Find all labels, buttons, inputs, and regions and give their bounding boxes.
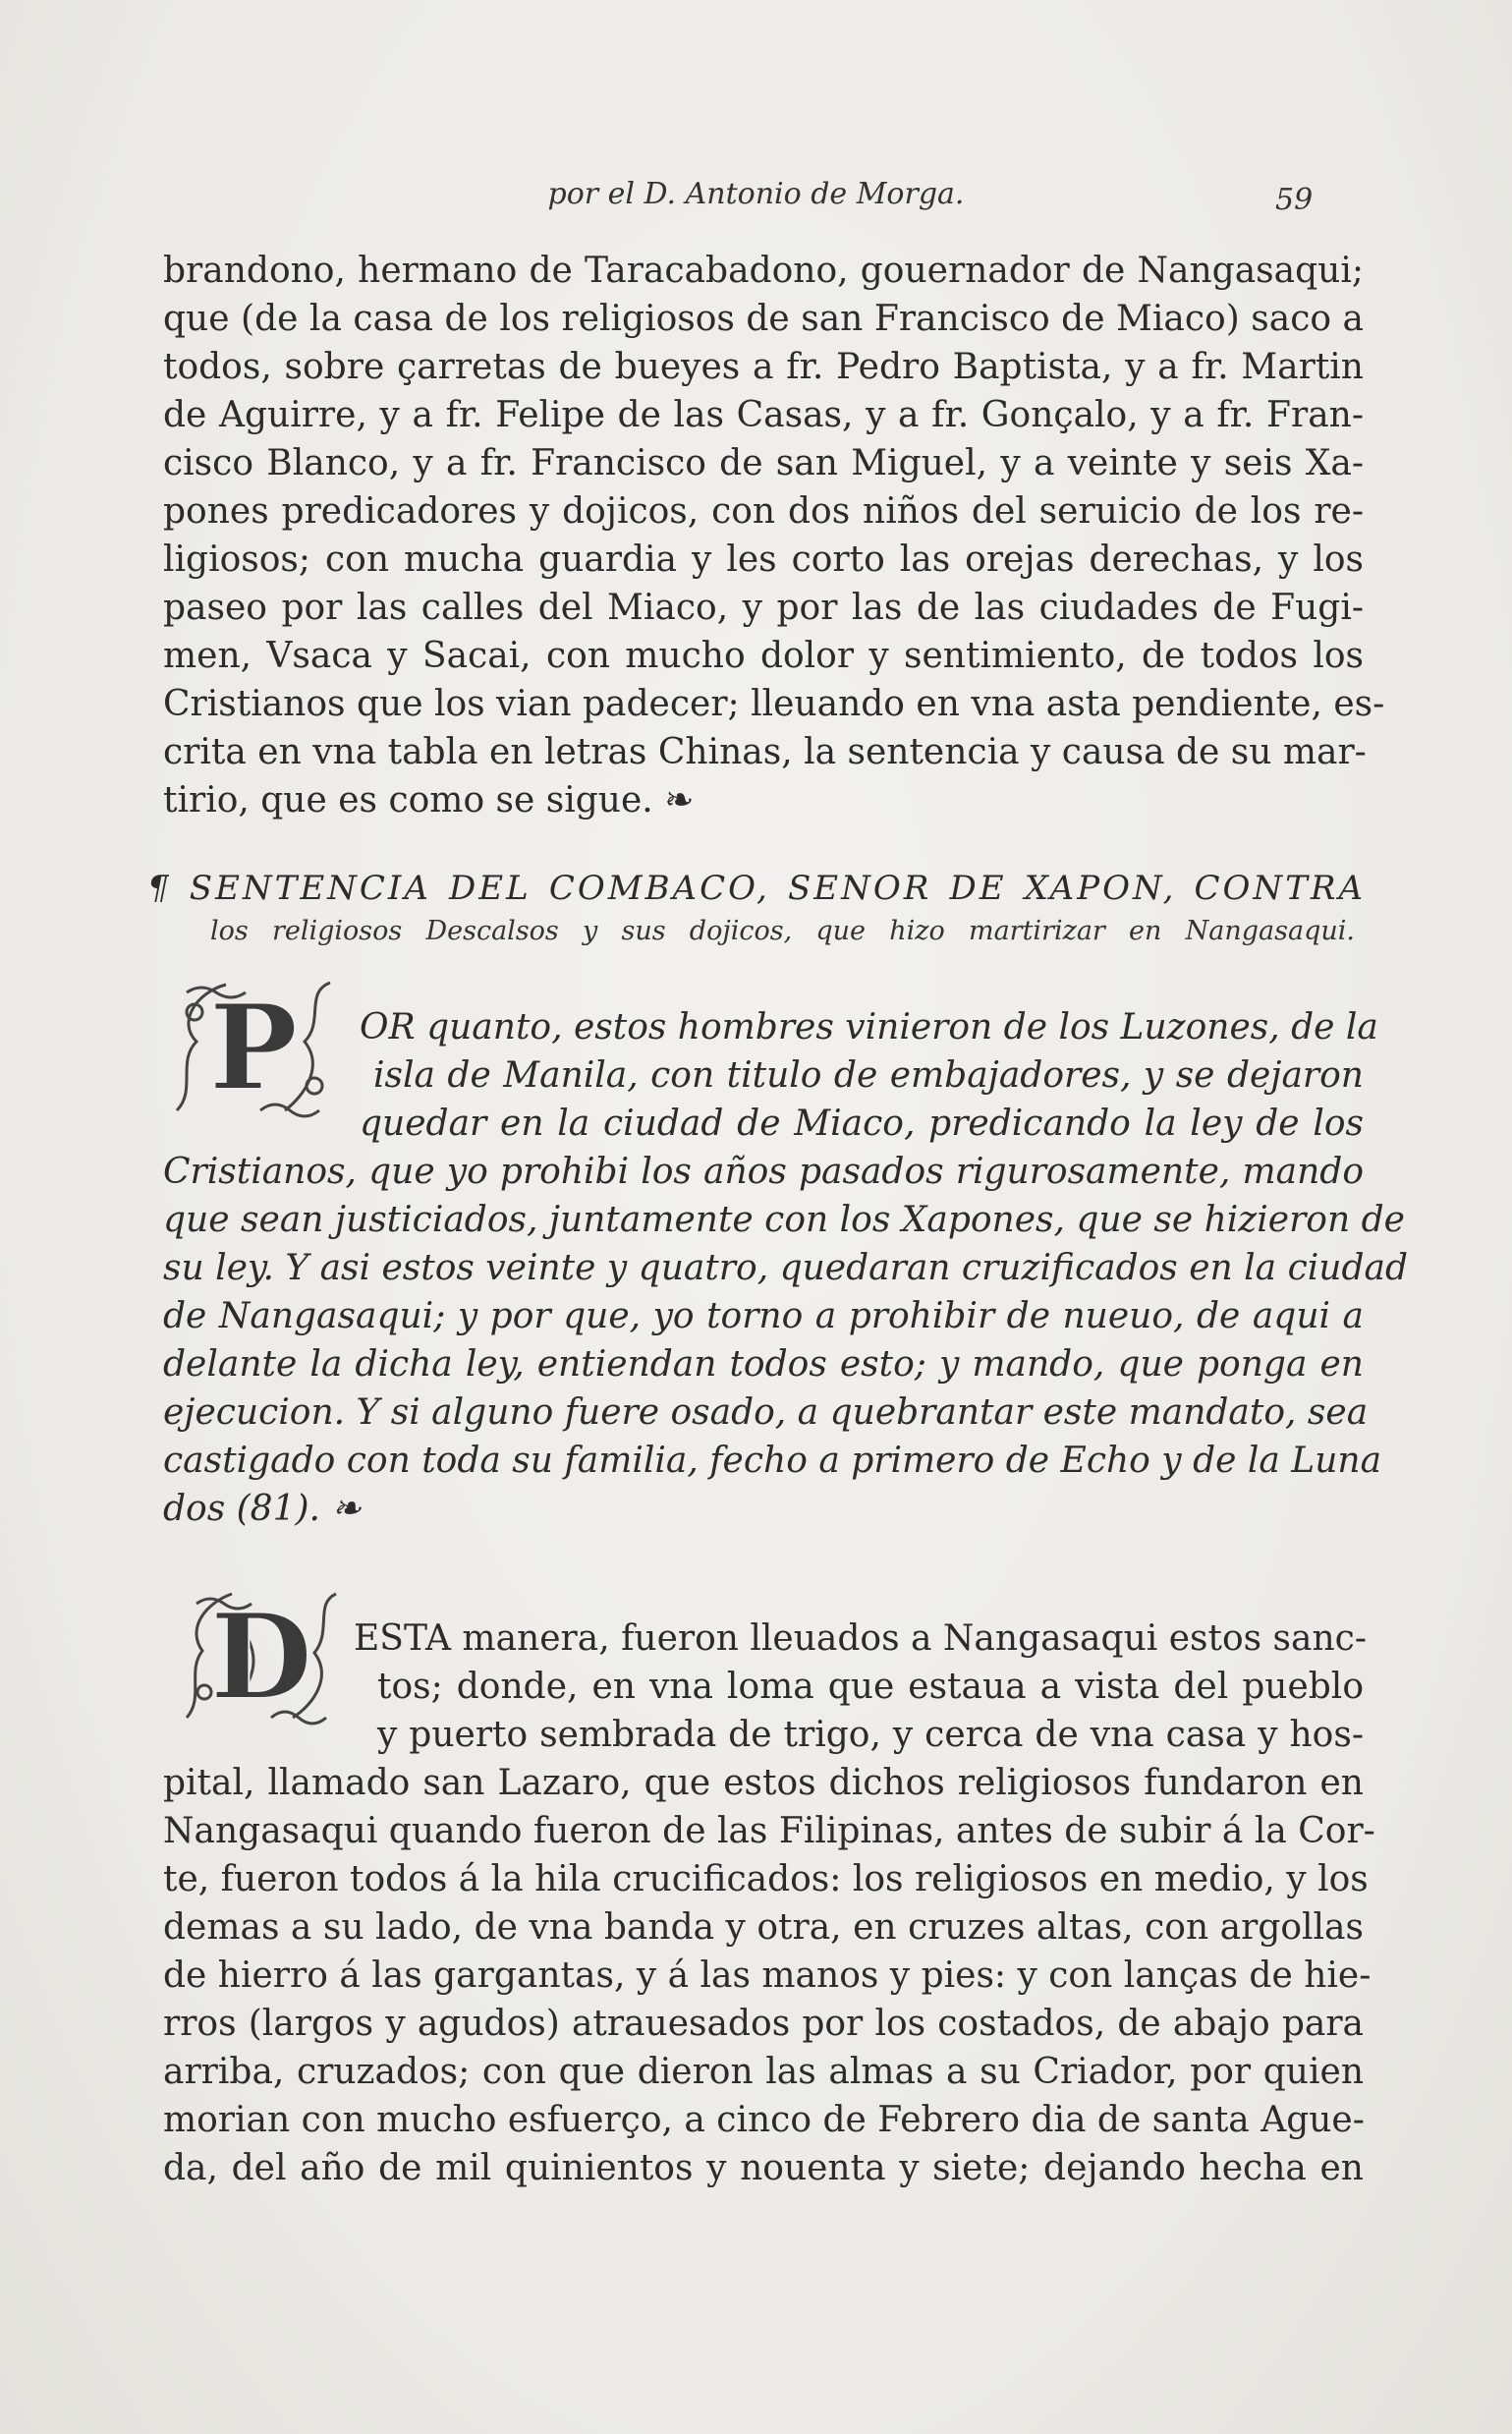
text-line: te, fueron todos á la hila crucificados: los religiosos en medio, y los — [163, 1859, 1369, 1899]
svg-text:D: D — [209, 1588, 313, 1726]
svg-text:P: P — [208, 979, 299, 1117]
page-number: 59 — [1275, 183, 1314, 217]
text-line: brandono, hermano de Taracabadono, gouernador de Nangasaqui; — [163, 251, 1364, 291]
ornamental-initial-p — [167, 973, 340, 1120]
text-line: de hierro á las gargantas, y á las manos y pies: y con lanças de hie- — [163, 1955, 1372, 1996]
text-line: tos; donde, en vna loma que estaua a vista del pueblo — [377, 1667, 1364, 1707]
text-line: delante la dicha ley, entiendan todos esto; y mando, que ponga en — [163, 1344, 1364, 1385]
text-line: Cristianos que los vian padecer; lleuando en vna asta pendiente, es- — [163, 684, 1385, 724]
text-line: demas a su lado, de vna banda y otra, en cruzes altas, con argollas — [163, 1907, 1364, 1948]
text-line: rros (largos y agudos) atrauesados por los costados, de abajo para — [163, 2004, 1364, 2044]
text-line: Cristianos, que yo prohibi los años pasados rigurosamente, mando — [163, 1152, 1364, 1192]
ornamental-initial-d-icon — [175, 1582, 348, 1729]
text-line: men, Vsaca y Sacai, con mucho dolor y sentimiento, de todos los — [163, 636, 1364, 676]
text-line: castigado con toda su familia, fecho a primero de Echo y de la Luna — [163, 1441, 1382, 1481]
text-line: Nangasaqui quando fueron de las Filipinas, antes de subir á la Cor- — [163, 1811, 1375, 1851]
section-title: ¶ SENTENCIA DEL COMBACO, SENOR DE XAPON, CONTRA — [147, 869, 1366, 908]
text-line: cisco Blanco, y a fr. Francisco de san Miguel, y a veinte y seis Xa- — [163, 443, 1364, 483]
text-line: ejecucion. Y si alguno fuere osado, a quebrantar este mandato, sea — [163, 1392, 1369, 1433]
text-line: pital, llamado san Lazaro, que estos dichos religiosos fundaron en — [163, 1763, 1364, 1803]
text-line: dos (81). ❧ — [163, 1489, 362, 1529]
text-line: que sean justiciados, juntamente con los Xapones, que se hizieron de — [163, 1200, 1405, 1240]
running-title: por el D. Antonio de Morga. — [547, 177, 965, 211]
text-line: ligiosos; con mucha guardia y les corto las orejas derechas, y los — [163, 539, 1364, 580]
text-line: da, del año de mil quinientos y nouenta y siete; dejando hecha en — [163, 2148, 1364, 2188]
text-line: OR quanto, estos hombres vinieron de los Luzones, de la — [360, 1007, 1378, 1047]
text-line: paseo por las calles del Miaco, y por las de las ciudades de Fugi- — [163, 588, 1364, 628]
section-subtitle: los religiosos Descalsos y sus dojicos, que hizo martirizar en Nangasaqui. — [210, 916, 1355, 946]
text-line: crita en vna tabla en letras Chinas, la sentencia y causa de su mar- — [163, 732, 1367, 772]
ornamental-initial-p-icon — [167, 973, 340, 1120]
ornamental-initial-d — [175, 1582, 348, 1729]
text-line: su ley. Y asi estos veinte y quatro, quedaran cruzificados en la ciudad — [163, 1248, 1408, 1288]
text-line: morian con mucho esfuerço, a cinco de Febrero dia de santa Ague- — [163, 2100, 1365, 2140]
text-line: ESTA manera, fueron lleuados a Nangasaqui estos sanc- — [354, 1618, 1367, 1659]
text-line: y puerto sembrada de trigo, y cerca de vna casa y hos- — [377, 1715, 1364, 1755]
text-line: de Nangasaqui; y por que, yo torno a prohibir de nueuo, de aqui a — [163, 1296, 1364, 1336]
text-line: que (de la casa de los religiosos de san Francisco de Miaco) saco a — [163, 299, 1364, 339]
text-line: arriba, cruzados; con que dieron las almas a su Criador, por quien — [163, 2052, 1364, 2092]
text-line: de Aguirre, y a fr. Felipe de las Casas, y a fr. Gonçalo, y a fr. Fran- — [163, 395, 1364, 435]
text-line: quedar en la ciudad de Miaco, predicando la ley de los — [360, 1104, 1364, 1144]
text-line: tirio, que es como se sigue. ❧ — [163, 780, 695, 821]
text-line: isla de Manila, con titulo de embajadores, y se dejaron — [373, 1055, 1364, 1096]
text-line: todos, sobre çarretas de bueyes a fr. Pedro Baptista, y a fr. Martin — [163, 347, 1364, 387]
text-line: pones predicadores y dojicos, con dos niños del seruicio de los re- — [163, 491, 1364, 532]
